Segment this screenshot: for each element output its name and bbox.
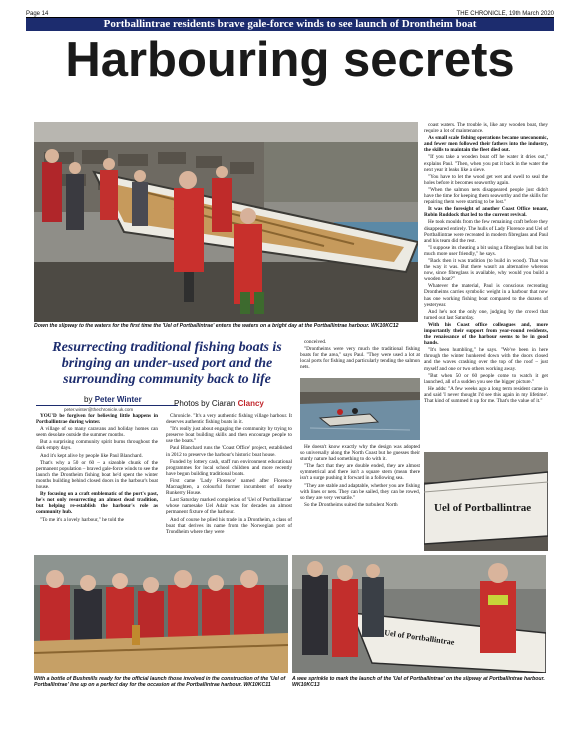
article-paragraph: "If you take a wooden boat off he water it dries out," explains Paul. "Then, when you put it back in the water the next year it leaks like a sieve.: [424, 154, 548, 173]
launch-photo-illustration: [292, 555, 546, 673]
page-headline: Harbouring secrets: [65, 33, 515, 87]
article-paragraph: But a surprising community spirit burns throughout the dark empty days.: [36, 439, 158, 452]
article-paragraph: So the Drontheims suited the turbulent North: [304, 501, 398, 508]
article-paragraph: Paul Blanchard runs the 'Coast Office' project, established in 2012 to preserve the harbour's historic boat house.: [166, 445, 292, 458]
main-photo-illustration: [34, 122, 418, 322]
byline-by: by: [84, 395, 93, 404]
article-paragraph: "You have to let the wood get wet and swell to seal the holes before it becomes seaworthy again.: [424, 173, 548, 186]
article-paragraph: "It's been humbling," he says. "We've been in here through the winter hunkered down with the doors closed and the waves crashing over the top of the roof – just myself and one or two others working away.: [424, 347, 548, 372]
photo-credit-label: Photos by: [174, 399, 210, 408]
article-paragraph: "They are stable and adaptable, whether you are fishing with lines or nets. They can be sailed, they can be rowed, so they are very versatile.": [300, 482, 420, 501]
article-column-2: [166, 413, 292, 551]
main-photo-caption: Down the slipway to the waters for the first time the 'Uel of Portballintrae' enters the waters on a bright day at the Portballintrae harbour. WK10KC12: [34, 323, 399, 329]
article-paragraph: And of course he plied his trade in a Drontheim, a class of boat that derives its name from the Norwegian port of Trondheim where they were: [166, 516, 292, 535]
article-paragraph: As small scale fishing operations became uneconomic, and fewer men followed their fathers into the industry, the skills to maintain the fleet died out.: [424, 135, 548, 154]
article-paragraph: He took moulds from the few remaining craft before they disappeared entirely. The hulls of Lady Florence and Uel of Portballintrae were recreated in modern fibreglass and Paul and his team did the rest.: [424, 219, 548, 244]
group-photo-illustration: [34, 555, 288, 673]
article-paragraph: A village of so many caravans and holiday homes can seem desolate outside the summer months.: [36, 426, 158, 439]
photographer-last: Clancy: [237, 399, 264, 408]
article-column-3-bottom: [300, 444, 420, 551]
page-number: Page 14: [26, 11, 49, 17]
article-paragraph: And he's not the only one, judging by the crowd that turned out last Saturday.: [424, 308, 548, 321]
photo-credit: [174, 399, 264, 408]
article-paragraph: With his Coast office colleagues and, more importantly their support from year-round residents, the renaissance of the harbour seems to be in good hands.: [424, 321, 548, 347]
launch-photo: [292, 555, 546, 673]
byline-rule: [36, 405, 178, 406]
author-email: peter.winter@thechronicle.uk.com: [64, 407, 134, 412]
article-paragraph: That's why a 50 or 60 – a sizeable chunk of the permanent population – braved gale-force winds to see the launch the Drontheim fishing boat he'd spent the winter months building behind closed doors in the harbour's boat house.: [36, 459, 158, 491]
boat-name-photo: [424, 452, 548, 551]
boat-nameplate: Uel of Portballintrae: [434, 502, 532, 514]
article-paragraph: He adds: "A few weeks ago a long term resident came in and said 'I never thought I'd see this again in my lifetime'. That kind of summed it up for me. That's the value of it.": [424, 385, 548, 405]
article-paragraph: It was the foresight of another Coast Office tenant, Robin Ruddock that led to the current revival.: [424, 206, 548, 219]
article-paragraph: "To me it's a lovely harbour," he told the: [40, 516, 124, 523]
article-paragraph: Funded by lottery cash, staff run environment educational programmes for local school children and more recently have begun building traditional boats.: [166, 458, 292, 477]
standfirst: Resurrecting traditional fishing boats is bringing an under-used port and the surrounding community back to life: [52, 340, 282, 387]
article-paragraph: Last Saturday marked completion of 'Uel of Portballintrae' whose namesake Uel Adair was for decades an almost permanent fixture of the harbour.: [166, 497, 292, 516]
article-column-4: [424, 122, 548, 448]
photographer-first: Ciaran: [211, 399, 236, 408]
group-photo: [34, 555, 288, 673]
article-paragraph: "Back then it was tradition (to build in wood). That was the way it was. But there wasn't an alternative whereas now, since fibreglass is available, why would you build a wooden boat?": [424, 257, 548, 283]
article-paragraph: Chronicle. "It's a very authentic fishing village harbour. It deserves authentic fishing boats in it.: [166, 413, 292, 426]
launch-boat-nameplate: Uel of Portballintrae: [383, 628, 455, 647]
article-paragraph: He doesn't know exactly why the design was adopted so universally along the North Coast but he guesses their sturdy nature had something to do with it.: [300, 444, 420, 463]
harbour-photo: [300, 378, 420, 440]
group-photo-caption: With a bottle of Bushmills ready for the official launch those involved in the construction of the 'Uel of Portballintrae' line up on a perfect day for the occasion at the Portballintrae harbour. WK10KC11: [34, 676, 286, 689]
paper-dateline: THE CHRONICLE, 19th March 2020: [456, 11, 554, 17]
article-paragraph: coast waters. The trouble is, like any wooden boat, they require a lot of maintenance.: [424, 122, 548, 135]
article-paragraph: And it's kept alive by people like Paul Blanchard.: [40, 452, 143, 459]
article-paragraph: "It's really just about engaging the community by trying to preserve boat building skills and then encourage people to use the boats.": [166, 426, 292, 445]
article-paragraph: "Drontheims were very much the traditional fishing boats for the area," says Paul. "They were used a lot at local ports for fishing and particularly tending the salmon nets.: [300, 346, 420, 371]
launch-photo-caption: A wee sprinkle to mark the launch of the 'Uel of Portballintrae' on the slipway at Portballintrae harbour. WK10KC13: [292, 676, 545, 689]
strapline-banner: Portballintrae residents brave gale-force winds to see launch of Drontheim boat: [26, 18, 554, 31]
article-paragraph: "When the salmon nets disappeared people just didn't have the time for keeping them seaworthy and the skills for repairing them were starting to be lost.": [424, 186, 548, 206]
article-paragraph: First came 'Lady Florence' named after Florence Macnaghten, a colourful former incumbent of nearby Runkerry House.: [166, 477, 292, 497]
article-paragraph: YOU'D be forgiven for believing little happens in Portballintrae during winter.: [36, 413, 158, 426]
article-column-1: [36, 413, 158, 551]
article-paragraph: "I suppose its cheating a bit using a fibreglass hull but its much more user friendly," he says.: [424, 244, 548, 257]
author-name: Peter Winter: [94, 395, 142, 404]
article-paragraph: "But when 50 or 60 people come to watch it get launched, all of a sudden you see the bigger picture.": [424, 372, 548, 385]
article-paragraph: By focusing on a craft emblematic of the port's past, he's not only resurrecting an almost dead tradition, but helping re-establish the harbour's role as community hub.: [36, 491, 158, 516]
article-paragraph: "The fact that they are double ended, they are almost symmetrical and there isn't a square stern (mean there isn't a surge pushing it forward in a following sea.: [300, 463, 420, 482]
main-photo: [34, 122, 418, 322]
article-paragraph: conceived.: [304, 339, 327, 345]
article-paragraph: Whatever the material, Paul is conscious recreating Drontheims carries symbolic weight in a harbour that now has one working fishing boat compared to the dozens of yesteryear.: [424, 283, 548, 308]
byline: [84, 395, 142, 404]
harbour-photo-illustration: [300, 378, 420, 440]
article-column-3-top: [300, 339, 420, 375]
